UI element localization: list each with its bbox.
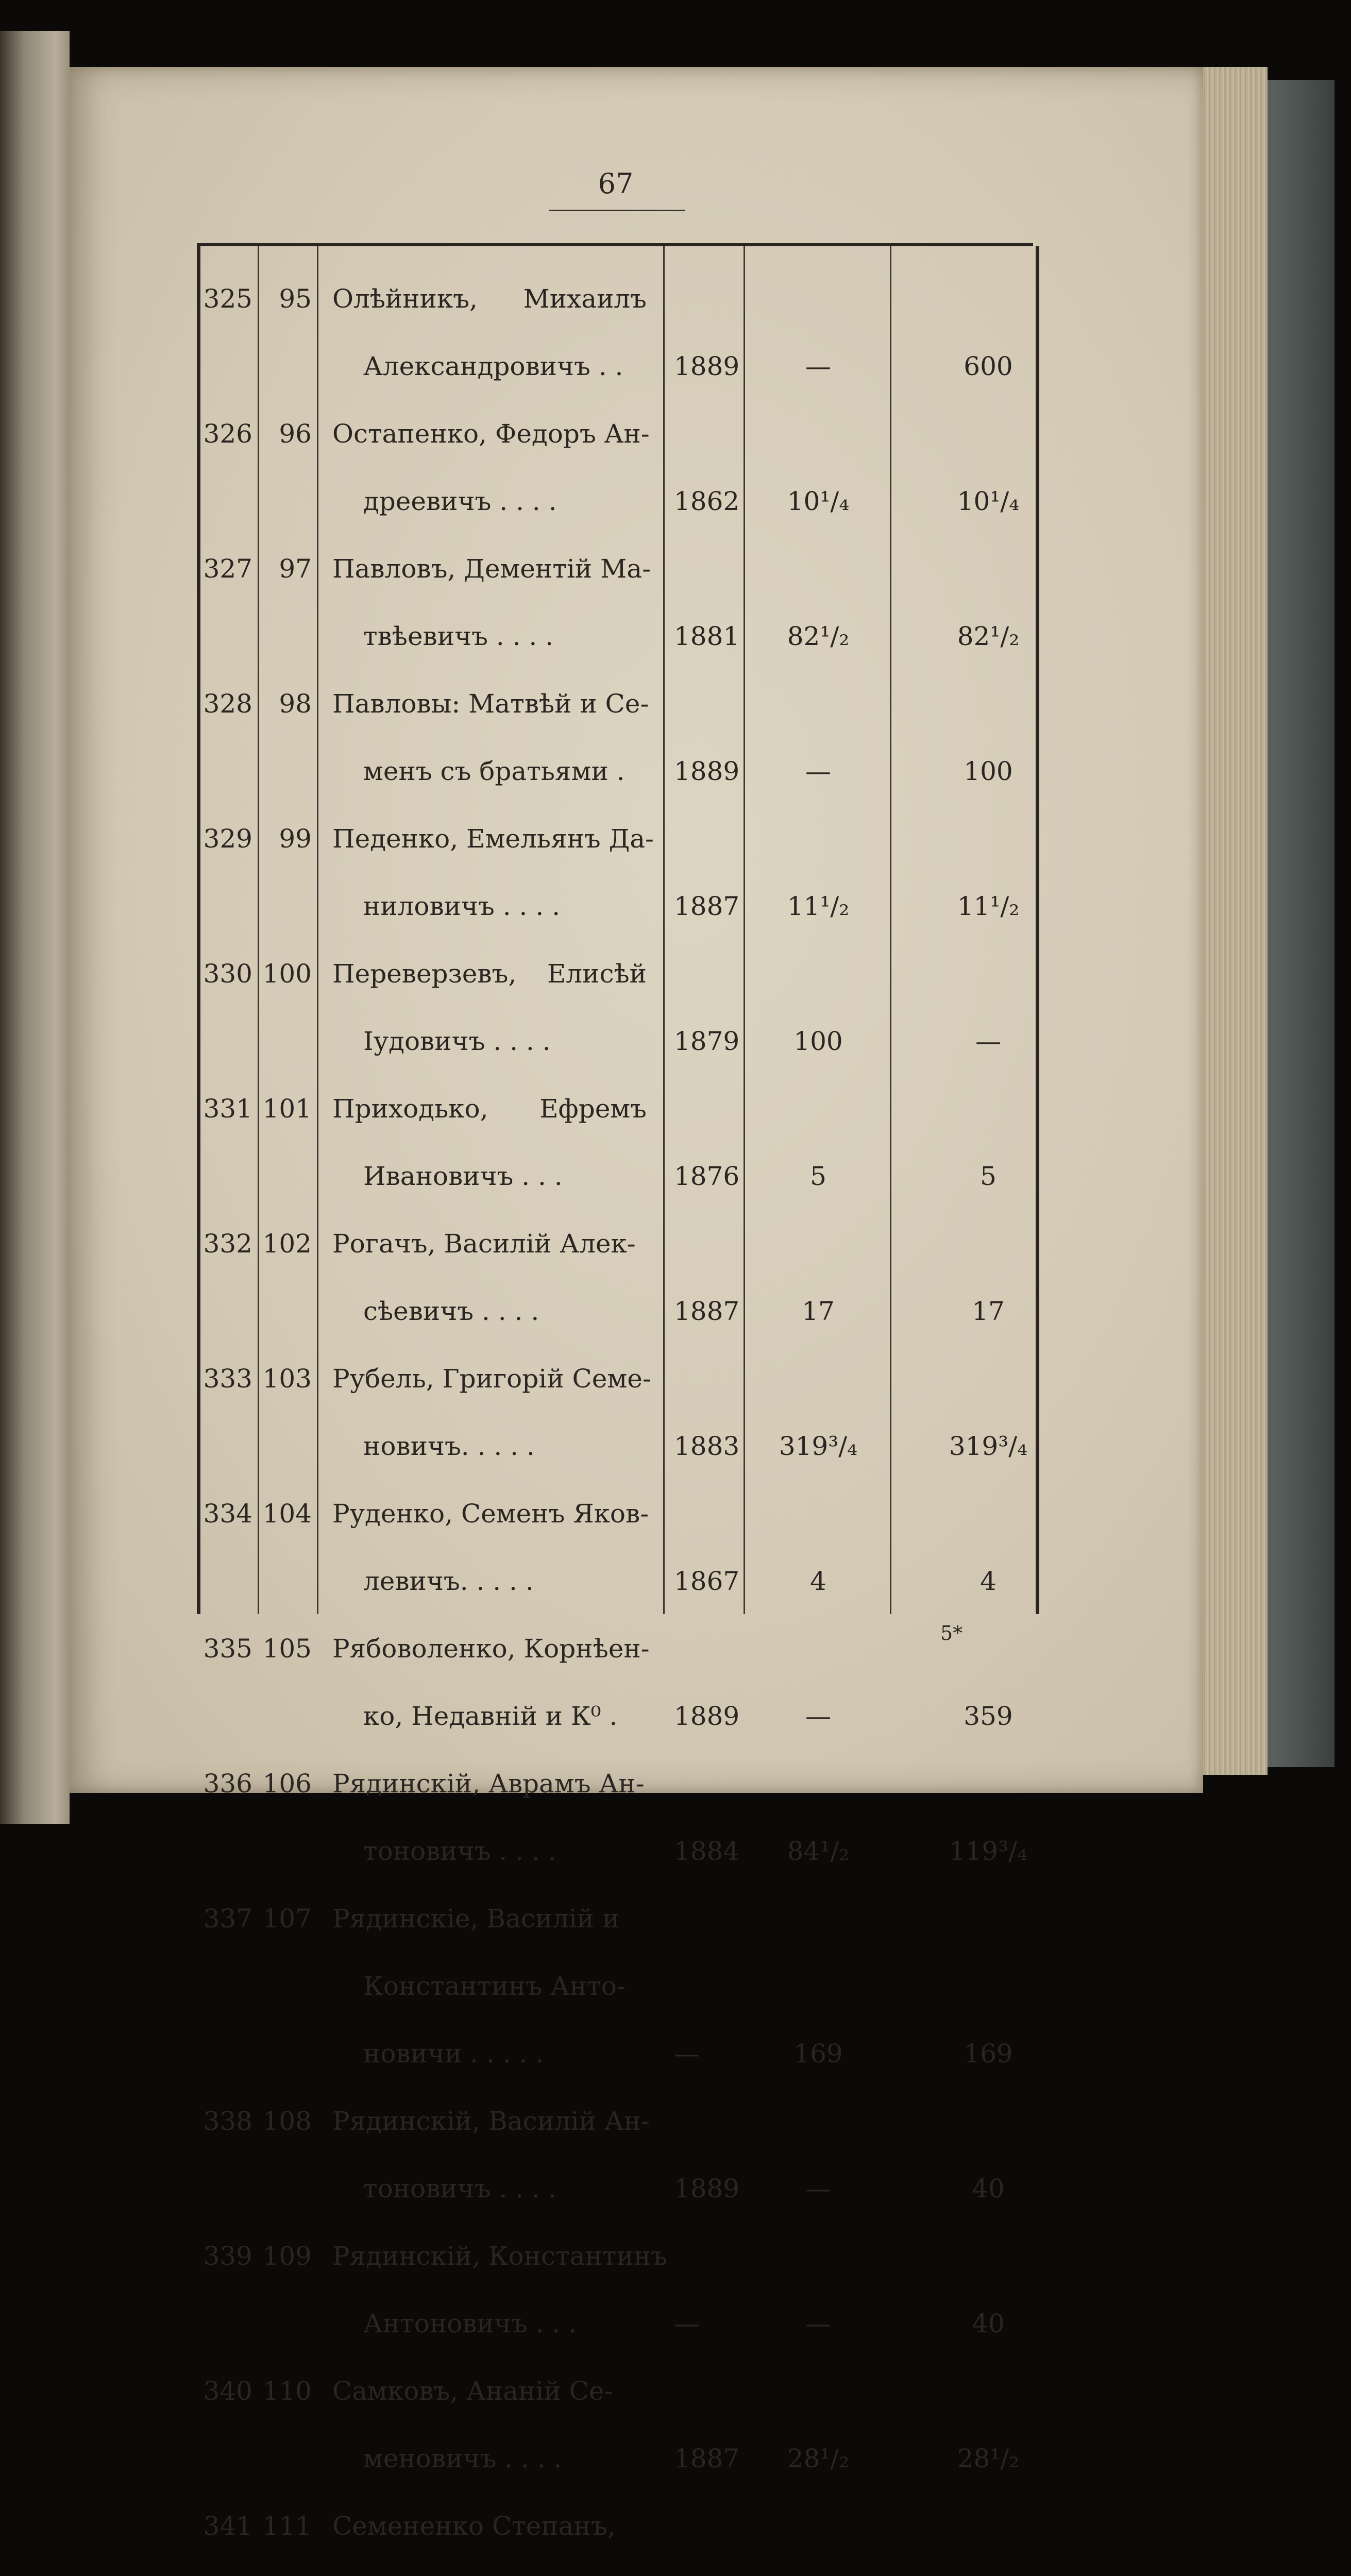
name-line: меновичъ . . . . xyxy=(363,2444,562,2473)
left-page-edge xyxy=(0,31,70,1824)
year-value: 1862 xyxy=(674,486,740,516)
row-subnumber: 102 xyxy=(262,1229,312,1259)
amount-2: 600 xyxy=(964,351,1013,381)
row-number: 335 xyxy=(203,1634,252,1664)
name-line: Константинъ Анто- xyxy=(363,1971,626,2001)
amount-1: 319³/₄ xyxy=(779,1431,858,1461)
row-number: 329 xyxy=(203,824,252,854)
row-subnumber: 109 xyxy=(262,2241,312,2271)
amount-2: 40 xyxy=(972,2174,1005,2204)
name-line: твѣевичъ . . . . xyxy=(363,621,554,651)
name-line: сѣевичъ . . . . xyxy=(363,1296,539,1326)
row-number: 325 xyxy=(203,284,252,314)
year-value: — xyxy=(674,2039,700,2069)
column-divider-2 xyxy=(317,246,318,1614)
row-subnumber: 104 xyxy=(262,1499,312,1529)
amount-1: — xyxy=(805,756,831,786)
name-part: Ефремъ xyxy=(539,1094,647,1124)
name-line: тоновичъ . . . . xyxy=(363,2174,556,2204)
row-subnumber: 103 xyxy=(262,1364,312,1394)
name-line: новичъ. . . . . xyxy=(363,1431,535,1461)
amount-1: 5 xyxy=(810,1161,826,1191)
row-subnumber: 99 xyxy=(279,824,312,854)
name-line: Антоновичъ . . . xyxy=(363,2309,577,2338)
name-line: ниловичъ . . . . xyxy=(363,891,561,921)
year-value: 1889 xyxy=(674,1701,740,1731)
book-page xyxy=(70,67,1203,1793)
column-divider-4 xyxy=(744,246,745,1614)
row-number: 330 xyxy=(203,959,252,989)
name-line: Павловъ, Дементій Ма- xyxy=(332,554,651,584)
row-subnumber: 98 xyxy=(279,689,312,719)
column-divider-3 xyxy=(663,246,665,1614)
year-value: 1887 xyxy=(674,1296,740,1326)
name-line: Рядинскій, Константинъ xyxy=(332,2241,668,2271)
table-right-border xyxy=(1036,246,1039,1614)
amount-2: 5 xyxy=(980,1161,997,1191)
amount-2: 100 xyxy=(964,756,1013,786)
amount-2: 11¹/₂ xyxy=(957,891,1020,921)
name-line xyxy=(332,286,647,312)
name-line: ко, Недавній и К⁰ . xyxy=(363,1701,618,1731)
row-subnumber: 95 xyxy=(279,284,312,314)
year-value: 1887 xyxy=(674,2444,740,2473)
amount-2: 169 xyxy=(964,2039,1013,2069)
name-line: Рядинскій, Аврамъ Ан- xyxy=(332,1769,645,1799)
amount-2: 10¹/₄ xyxy=(957,486,1020,516)
name-line: Рогачъ, Василій Алек- xyxy=(332,1229,636,1259)
row-number: 328 xyxy=(203,689,252,719)
page-number-rule xyxy=(549,210,685,211)
name-line: левичъ. . . . . xyxy=(363,1566,534,1596)
amount-2: 119³/₄ xyxy=(949,1836,1028,1866)
amount-1: — xyxy=(805,2309,831,2338)
name-line: Рябоволенко, Корнѣен- xyxy=(332,1634,650,1664)
row-subnumber: 110 xyxy=(262,2376,312,2406)
year-value: 1884 xyxy=(674,1836,740,1866)
amount-2: 40 xyxy=(972,2309,1005,2338)
year-value: 1867 xyxy=(674,1566,740,1596)
row-number: 331 xyxy=(203,1094,252,1124)
name-line: дреевичъ . . . . xyxy=(363,486,557,516)
name-line: Руденко, Семенъ Яков- xyxy=(332,1499,649,1529)
year-value: 1879 xyxy=(674,1026,740,1056)
name-line: Рубель, Григорій Семе- xyxy=(332,1364,651,1394)
row-subnumber: 111 xyxy=(262,2511,312,2541)
amount-2: 4 xyxy=(980,1566,997,1596)
row-number: 338 xyxy=(203,2106,252,2136)
year-value: 1889 xyxy=(674,351,740,381)
amount-1: — xyxy=(805,351,831,381)
name-line xyxy=(332,961,647,987)
row-subnumber: 100 xyxy=(262,959,312,989)
amount-1: — xyxy=(805,2174,831,2204)
amount-2: 82¹/₂ xyxy=(957,621,1020,651)
row-number: 337 xyxy=(203,1904,252,1934)
row-number: 333 xyxy=(203,1364,252,1394)
name-line: менъ съ братьями . xyxy=(363,756,625,786)
row-number: 336 xyxy=(203,1769,252,1799)
row-number: 327 xyxy=(203,554,252,584)
year-value: 1881 xyxy=(674,621,740,651)
column-divider-5 xyxy=(890,246,891,1614)
amount-1: 4 xyxy=(810,1566,826,1596)
amount-2: — xyxy=(975,1026,1001,1056)
name-line: Семененко Степанъ, xyxy=(332,2511,616,2541)
table-top-rule xyxy=(197,243,1033,246)
name-part: Михаилъ xyxy=(523,284,647,314)
amount-1: 17 xyxy=(802,1296,835,1326)
row-number: 334 xyxy=(203,1499,252,1529)
name-line xyxy=(332,1096,647,1122)
amount-1: 169 xyxy=(793,2039,843,2069)
row-subnumber: 97 xyxy=(279,554,312,584)
row-number: 332 xyxy=(203,1229,252,1259)
amount-2: 319³/₄ xyxy=(949,1431,1028,1461)
row-number: 340 xyxy=(203,2376,252,2406)
amount-2: 28¹/₂ xyxy=(957,2444,1020,2473)
row-number: 326 xyxy=(203,419,252,449)
printer-signature: 5* xyxy=(940,1622,963,1645)
year-value: 1883 xyxy=(674,1431,740,1461)
row-subnumber: 106 xyxy=(262,1769,312,1799)
name-line: Рядинскій, Василій Ан- xyxy=(332,2106,650,2136)
name-line: Іудовичъ . . . . xyxy=(363,1026,551,1056)
name-line: Рядинскіе, Василій и xyxy=(332,1904,620,1934)
row-subnumber: 101 xyxy=(262,1094,312,1124)
row-subnumber: 107 xyxy=(262,1904,312,1934)
name-line: Павловы: Матвѣй и Се- xyxy=(332,689,649,719)
name-line: тоновичъ . . . . xyxy=(363,1836,556,1866)
name-line: Александровичъ . . xyxy=(363,351,623,381)
name-part: Олѣйникъ, xyxy=(332,284,478,314)
amount-1: 28¹/₂ xyxy=(787,2444,850,2473)
name-part: Переверзевъ, xyxy=(332,959,517,989)
year-value: — xyxy=(674,2309,700,2338)
name-line: Самковъ, Ананій Се- xyxy=(332,2376,613,2406)
name-line: Ивановичъ . . . xyxy=(363,1161,563,1191)
column-divider-1 xyxy=(258,246,259,1614)
year-value: 1889 xyxy=(674,756,740,786)
year-value: 1876 xyxy=(674,1161,740,1191)
row-subnumber: 105 xyxy=(262,1634,312,1664)
name-part: Елисѣй xyxy=(547,959,647,989)
page-number: 67 xyxy=(598,167,634,200)
amount-1: 84¹/₂ xyxy=(787,1836,850,1866)
table-left-border xyxy=(197,246,200,1614)
year-value: 1889 xyxy=(674,2174,740,2204)
name-line: новичи . . . . . xyxy=(363,2039,544,2069)
amount-1: 100 xyxy=(793,1026,843,1056)
amount-2: 17 xyxy=(972,1296,1005,1326)
row-subnumber: 96 xyxy=(279,419,312,449)
row-subnumber: 108 xyxy=(262,2106,312,2136)
amount-1: 82¹/₂ xyxy=(787,621,850,651)
amount-2: 359 xyxy=(964,1701,1013,1731)
name-line: Остапенко, Федоръ Ан- xyxy=(332,419,650,449)
year-value: 1887 xyxy=(674,891,740,921)
amount-1: 11¹/₂ xyxy=(787,891,850,921)
amount-1: 10¹/₄ xyxy=(787,486,850,516)
name-line: Педенко, Емельянъ Да- xyxy=(332,824,654,854)
name-part: Приходько, xyxy=(332,1094,488,1124)
row-number: 339 xyxy=(203,2241,252,2271)
row-number: 341 xyxy=(203,2511,252,2541)
amount-1: — xyxy=(805,1701,831,1731)
